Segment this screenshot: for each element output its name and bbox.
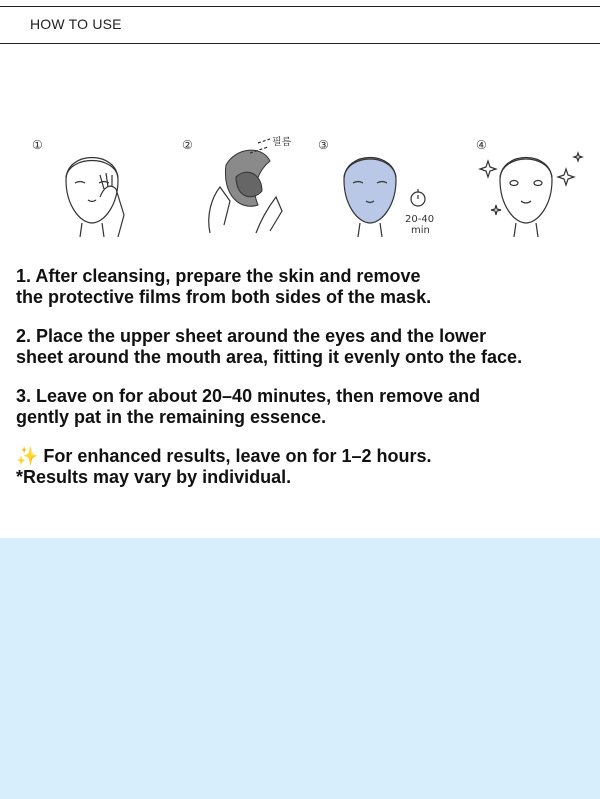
- step-3-number: ③: [318, 138, 329, 152]
- film-label: 필름: [272, 137, 292, 148]
- timer-unit: min: [411, 225, 430, 236]
- instruction-step-1: 1. After cleansing, prepare the skin and remove the protective films from both sides of the mask.: [16, 266, 432, 307]
- step-3-illustration: [318, 138, 434, 237]
- how-to-illustrations: [0, 125, 600, 245]
- step-4-illustration: [476, 138, 582, 237]
- section-title: HOW TO USE: [30, 16, 122, 32]
- instructions: [16, 266, 596, 506]
- step-2-illustration: [182, 135, 292, 233]
- step-2-number: ②: [182, 138, 193, 152]
- instruction-step-3: 3. Leave on for about 20–40 minutes, then remove and gently pat in the remaining essence.: [16, 386, 481, 427]
- step-4-number: ④: [476, 138, 487, 152]
- step-1-number: ①: [32, 138, 43, 152]
- instruction-step-2: 2. Place the upper sheet around the eyes and the lower sheet around the mouth area, fitting it evenly onto the face.: [16, 326, 523, 367]
- step-1-illustration: [32, 138, 124, 237]
- header-bar: [0, 6, 600, 44]
- instruction-tip: ✨ For enhanced results, leave on for 1–2 hours. *Results may vary by individual.: [16, 446, 432, 487]
- blue-panel: [0, 538, 600, 799]
- timer-range: 20-40: [405, 214, 435, 225]
